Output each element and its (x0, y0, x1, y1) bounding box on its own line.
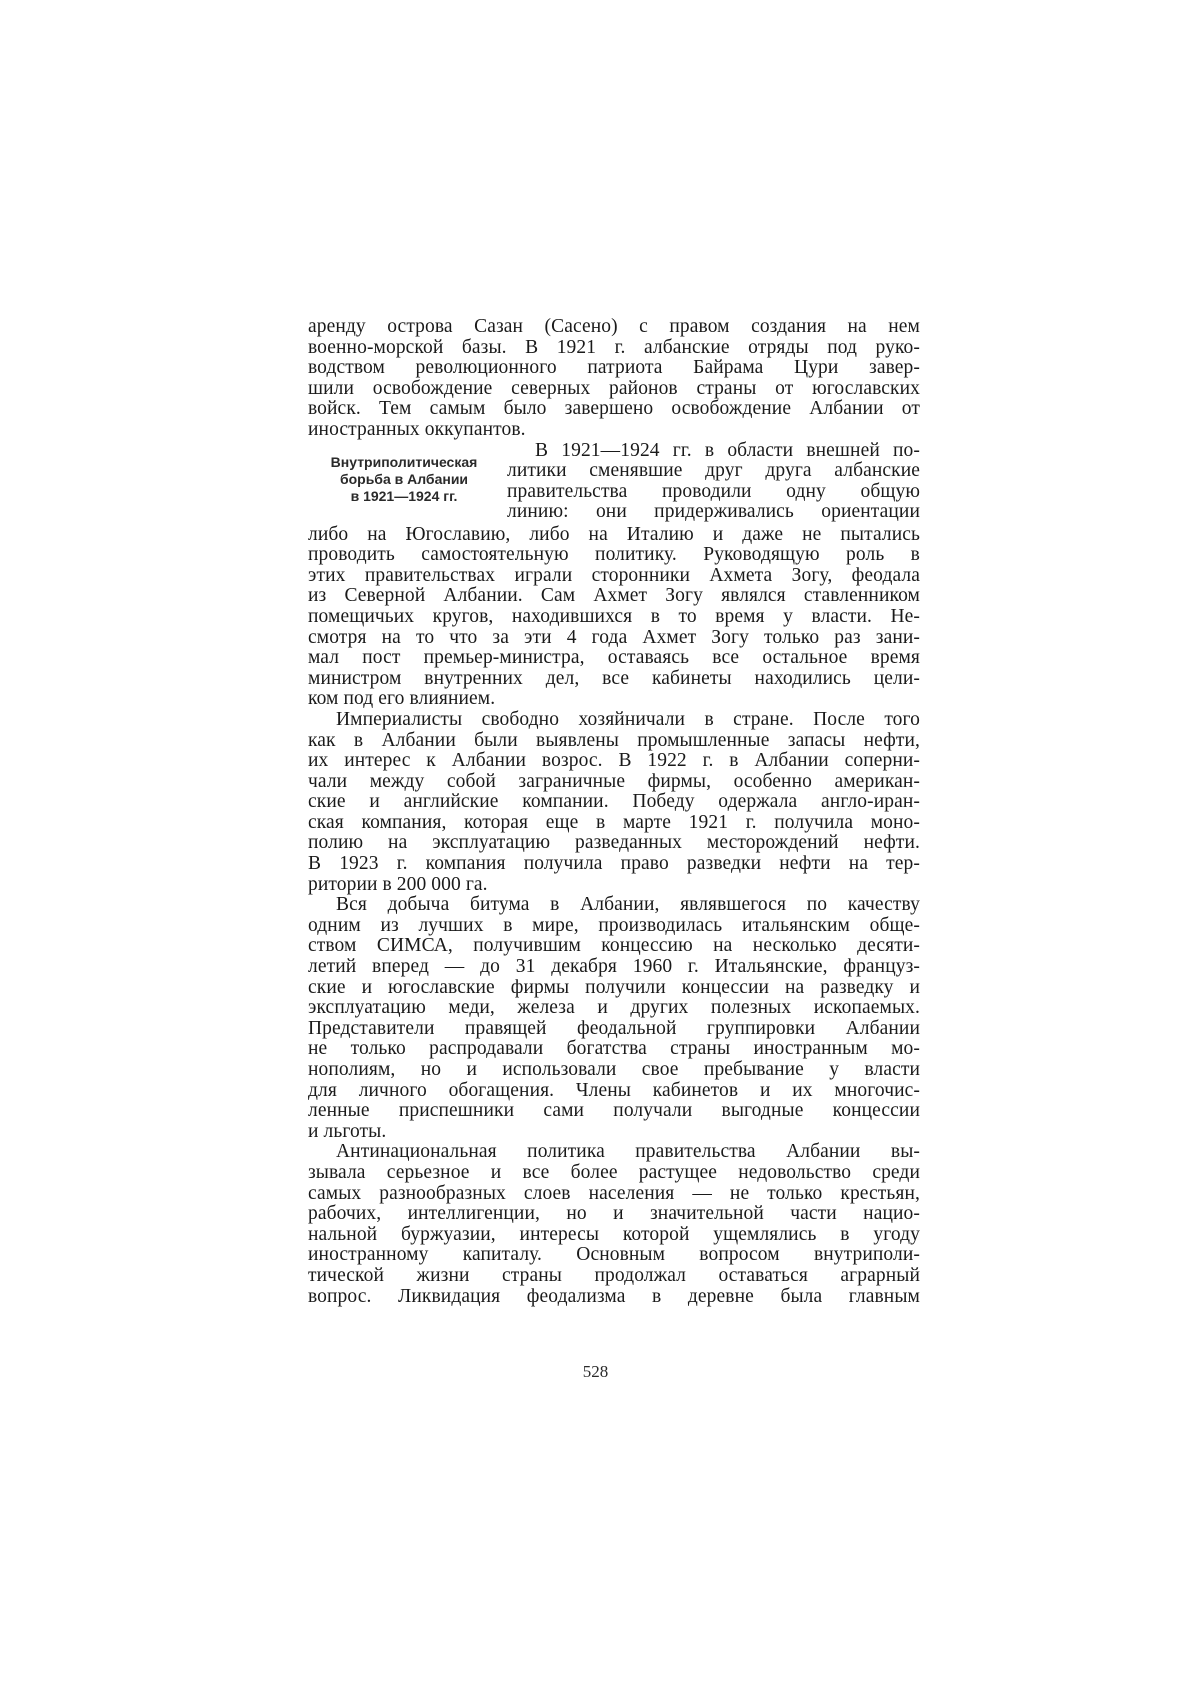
text-line: В 1923 г. компания получила право разведки нефти на тер- (308, 853, 920, 875)
text-line: помещичьих кругов, находившихся в то время у власти. Не- (308, 605, 920, 627)
text-line: не только распродавали богатства страны иностранным мо- (308, 1038, 920, 1060)
side-heading-line: борьба в Албании (339, 470, 469, 487)
text-line: как в Албании были выявлены промышленные запасы нефти, (308, 729, 920, 751)
text-line: ритории в 200 000 га. (308, 873, 488, 895)
text-line: проводить самостоятельную политику. Руководящую роль в (308, 544, 920, 566)
text-line: ленные приспешники сами получали выгодные концессии (308, 1100, 920, 1122)
paragraph-4 (308, 895, 920, 1142)
paragraph-2-rest (308, 525, 920, 710)
text-line: тической жизни страны продолжал оставаться аграрный (308, 1264, 920, 1286)
text-line: эксплуатацию меди, железа и других полезных ископаемых. (308, 997, 920, 1019)
text-line: ская компания, которая еще в марте 1921 г. получила моно- (308, 811, 920, 833)
text-line: мал пост премьер-министра, оставаясь все остальное время (308, 647, 920, 669)
paragraph-3 (308, 710, 920, 895)
text-line: либо на Югославию, либо на Италию и даже не пытались (308, 523, 920, 545)
text-line: шили освобождение северных районов страны от югославских (308, 377, 920, 399)
text-line: военно-морской базы. В 1921 г. албанские отряды под руко- (308, 336, 920, 358)
text-line: летий вперед — до 31 декабря 1960 г. Итальянские, француз- (308, 956, 920, 978)
text-line: ком под его влиянием. (308, 688, 496, 710)
text-line: нальной буржуазии, интересы которой ущемлялись в угоду (308, 1223, 920, 1245)
text-line: водством революционного патриота Байрама Цури завер- (308, 357, 920, 379)
page-body (308, 317, 920, 1307)
text-line: В 1921—1924 гг. в области внешней по- (535, 439, 920, 461)
text-line: из Северной Албании. Сам Ахмет Зогу являлся ставленником (308, 585, 920, 607)
text-line: этих правительствах играли сторонники Ахмета Зогу, феодала (308, 564, 920, 586)
side-heading-block (308, 441, 920, 525)
text-line: литики сменявшие друг друга албанские (507, 460, 920, 482)
text-line: нополиям, но и использовали свое пребывание у власти (308, 1059, 920, 1080)
text-line: министром внутренних дел, все кабинеты находились цели- (308, 667, 920, 689)
text-line: Вся добыча битума в Албании, являвшегося по качеству (336, 894, 920, 916)
text-line: смотря на то что за эти 4 года Ахмет Зогу только раз зани- (308, 626, 920, 648)
paragraph-1 (308, 317, 920, 441)
text-line: Империалисты свободно хозяйничали в стране. После того (336, 708, 920, 730)
text-line: зывала серьезное и все более растущее недовольство среди (308, 1161, 920, 1183)
paragraph-2-start (507, 441, 920, 523)
text-line: чали между собой заграничные фирмы, особенно американ- (308, 770, 920, 792)
text-line: иностранных оккупантов. (308, 418, 526, 440)
text-line: Представители правящей феодальной группировки Албании (308, 1017, 920, 1039)
side-heading-line: в 1921—1924 гг. (350, 487, 458, 504)
text-line: правительства проводили одну общую (507, 480, 920, 502)
text-line: линию: они придерживались ориентации (507, 501, 920, 523)
text-line: полию на эксплуатацию разведанных месторождений нефти. (308, 832, 920, 854)
text-line: Антинациональная политика правительства Албании вы- (336, 1141, 920, 1163)
text-line: иностранному капиталу. Основным вопросом внутриполи- (308, 1244, 920, 1266)
text-line: ством СИМСА, получившим концессию на несколько десяти- (308, 935, 920, 957)
text-line: рабочих, интеллигенции, но и значительной части нацио- (308, 1203, 920, 1225)
text-line: их интерес к Албании возрос. В 1922 г. в Албании соперни- (308, 750, 920, 772)
page-number: 528 (582, 1362, 609, 1381)
side-heading-line: Внутриполитическая (330, 453, 478, 470)
side-heading (308, 454, 500, 505)
text-line: аренду острова Сазан (Сасено) с правом создания на нем (308, 316, 920, 337)
text-line: войск. Тем самым было завершено освобождение Албании от (308, 398, 920, 420)
text-line: ские и английские компании. Победу одержала англо-иран- (308, 791, 920, 813)
text-line: ские и югославские фирмы получили концессии на разведку и (308, 976, 920, 998)
text-line: и льготы. (308, 1120, 387, 1142)
text-line: вопрос. Ликвидация феодализма в деревне была главным (308, 1285, 920, 1307)
text-line: самых разнообразных слоев населения — не только крестьян, (308, 1182, 920, 1204)
text-line: для личного обогащения. Члены кабинетов и их многочис- (308, 1079, 920, 1101)
text-line: одним из лучших в мире, производилась итальянским обще- (308, 914, 920, 936)
paragraph-5 (308, 1142, 920, 1307)
